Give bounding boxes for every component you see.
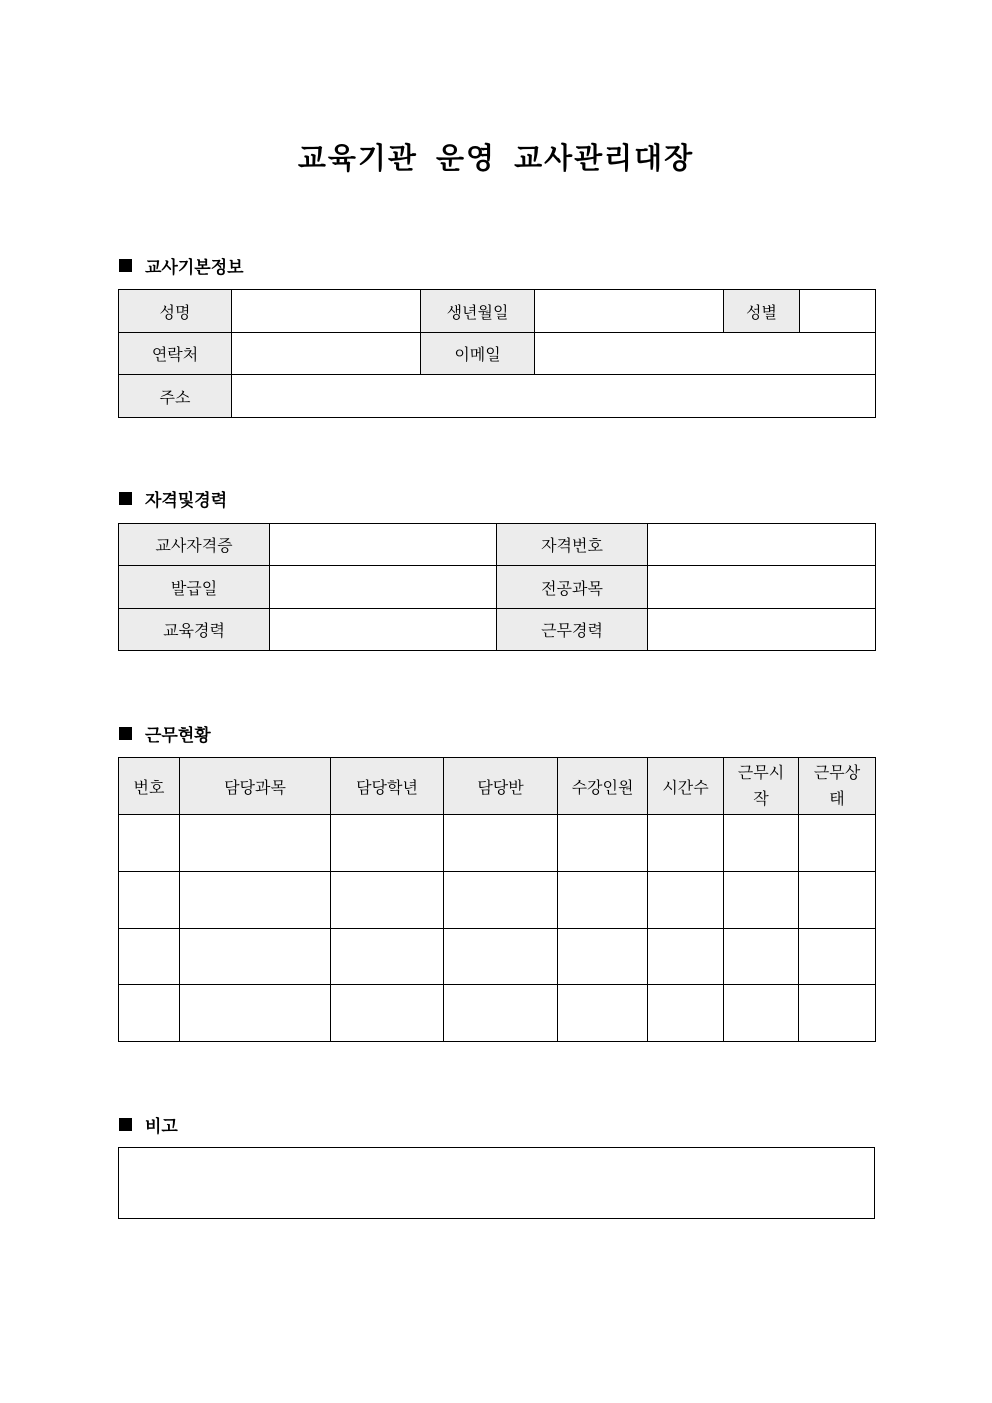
label-birth-date: 생년월일 bbox=[421, 290, 535, 333]
label-name: 성명 bbox=[119, 290, 232, 333]
square-bullet-icon bbox=[119, 727, 132, 740]
label-contact: 연락처 bbox=[119, 333, 232, 375]
label-work-career: 근무경력 bbox=[497, 609, 648, 651]
table-cell[interactable] bbox=[799, 985, 876, 1042]
table-cell[interactable] bbox=[648, 929, 724, 985]
label-teaching-career: 교육경력 bbox=[119, 609, 270, 651]
document-title: 교육기관 운영 교사관리대장 bbox=[297, 141, 695, 175]
field-issue-date[interactable] bbox=[270, 566, 497, 609]
section-heading-text: 자격및경력 bbox=[145, 491, 228, 511]
col-header-subject: 담당과목 bbox=[180, 758, 331, 815]
work-status-table bbox=[118, 757, 876, 1042]
col-header-work-start-line2: 작 bbox=[753, 789, 769, 808]
table-cell[interactable] bbox=[724, 872, 799, 929]
col-header-work-status-line2: 태 bbox=[829, 789, 845, 808]
label-email: 이메일 bbox=[421, 333, 535, 375]
label-license-number: 자격번호 bbox=[497, 524, 648, 566]
col-header-number: 번호 bbox=[119, 758, 180, 815]
square-bullet-icon bbox=[119, 259, 132, 272]
table-cell[interactable] bbox=[444, 815, 558, 872]
table-cell[interactable] bbox=[444, 872, 558, 929]
table-cell[interactable] bbox=[180, 929, 331, 985]
section-heading-text: 비고 bbox=[145, 1117, 178, 1137]
field-gender[interactable] bbox=[800, 290, 876, 333]
table-cell[interactable] bbox=[331, 815, 444, 872]
square-bullet-icon bbox=[119, 492, 132, 505]
table-cell[interactable] bbox=[724, 815, 799, 872]
field-teacher-license[interactable] bbox=[270, 524, 497, 566]
table-cell[interactable] bbox=[119, 872, 180, 929]
table-cell[interactable] bbox=[119, 929, 180, 985]
field-name[interactable] bbox=[232, 290, 421, 333]
table-cell[interactable] bbox=[331, 929, 444, 985]
table-cell[interactable] bbox=[724, 985, 799, 1042]
section-heading-basic-info bbox=[119, 253, 244, 278]
field-birth-date[interactable] bbox=[535, 290, 724, 333]
table-cell[interactable] bbox=[558, 872, 648, 929]
table-cell[interactable] bbox=[180, 872, 331, 929]
table-cell[interactable] bbox=[119, 985, 180, 1042]
table-cell[interactable] bbox=[648, 985, 724, 1042]
table-cell[interactable] bbox=[444, 985, 558, 1042]
field-license-number[interactable] bbox=[648, 524, 876, 566]
col-header-work-start bbox=[724, 758, 799, 815]
table-cell[interactable] bbox=[119, 815, 180, 872]
section-heading-work-status bbox=[119, 721, 211, 746]
table-cell[interactable] bbox=[558, 929, 648, 985]
table-cell[interactable] bbox=[799, 872, 876, 929]
label-major-subject: 전공과목 bbox=[497, 566, 648, 609]
field-remarks[interactable] bbox=[119, 1148, 875, 1219]
label-gender: 성별 bbox=[724, 290, 800, 333]
field-address[interactable] bbox=[232, 375, 876, 418]
field-major-subject[interactable] bbox=[648, 566, 876, 609]
field-teaching-career[interactable] bbox=[270, 609, 497, 651]
col-header-grade: 담당학년 bbox=[331, 758, 444, 815]
table-cell[interactable] bbox=[331, 985, 444, 1042]
table-cell[interactable] bbox=[724, 929, 799, 985]
table-row bbox=[119, 815, 876, 872]
field-work-career[interactable] bbox=[648, 609, 876, 651]
label-address: 주소 bbox=[119, 375, 232, 418]
col-header-students: 수강인원 bbox=[558, 758, 648, 815]
field-contact[interactable] bbox=[232, 333, 421, 375]
table-cell[interactable] bbox=[648, 872, 724, 929]
table-cell[interactable] bbox=[799, 929, 876, 985]
square-bullet-icon bbox=[119, 1118, 132, 1131]
col-header-work-start-line1: 근무시 bbox=[737, 763, 785, 782]
table-cell[interactable] bbox=[799, 815, 876, 872]
section-heading-text: 교사기본정보 bbox=[145, 258, 244, 278]
table-cell[interactable] bbox=[648, 815, 724, 872]
table-cell[interactable] bbox=[180, 985, 331, 1042]
section-heading-qualification bbox=[119, 486, 227, 511]
remarks-table bbox=[118, 1147, 875, 1219]
basic-info-table bbox=[118, 289, 876, 418]
table-cell[interactable] bbox=[331, 872, 444, 929]
qualification-table bbox=[118, 523, 876, 651]
col-header-work-status bbox=[799, 758, 876, 815]
table-cell[interactable] bbox=[558, 815, 648, 872]
field-email[interactable] bbox=[535, 333, 876, 375]
table-row bbox=[119, 929, 876, 985]
table-cell[interactable] bbox=[558, 985, 648, 1042]
col-header-class: 담당반 bbox=[444, 758, 558, 815]
table-row bbox=[119, 985, 876, 1042]
label-issue-date: 발급일 bbox=[119, 566, 270, 609]
section-heading-remarks bbox=[119, 1112, 178, 1137]
table-cell[interactable] bbox=[444, 929, 558, 985]
section-heading-text: 근무현황 bbox=[145, 726, 211, 746]
label-teacher-license: 교사자격증 bbox=[119, 524, 270, 566]
table-row bbox=[119, 872, 876, 929]
table-cell[interactable] bbox=[180, 815, 331, 872]
col-header-hours: 시간수 bbox=[648, 758, 724, 815]
col-header-work-status-line1: 근무상 bbox=[813, 763, 861, 782]
